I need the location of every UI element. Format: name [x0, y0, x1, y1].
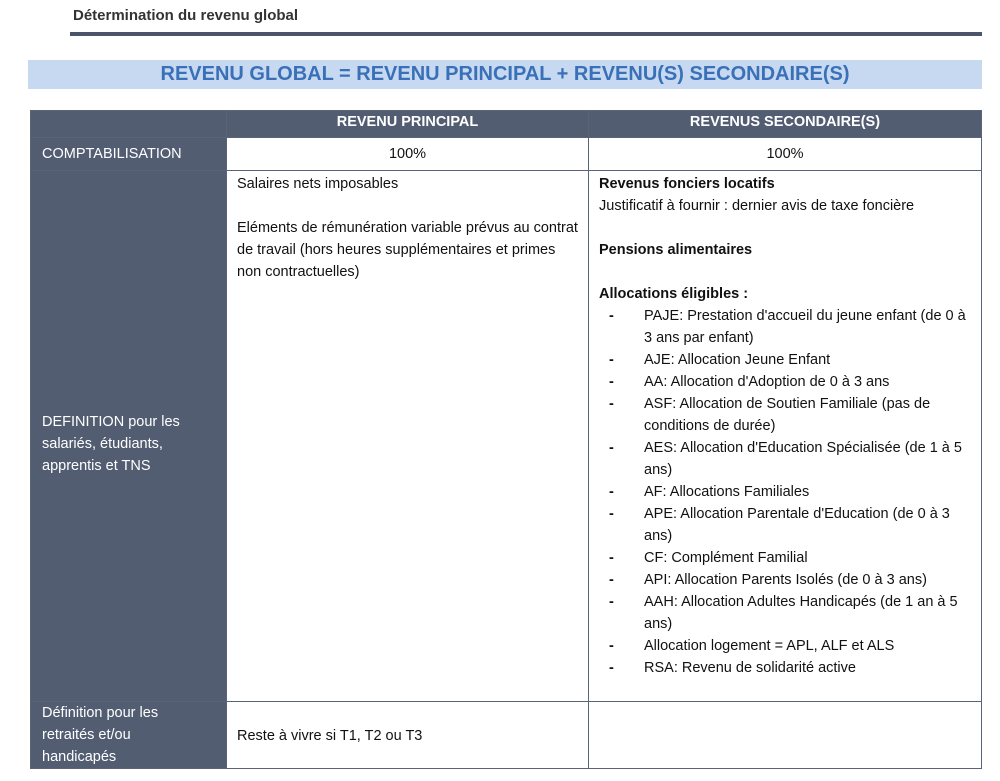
list-item: - AJE: Allocation Jeune Enfant	[599, 349, 971, 371]
section-title: Détermination du revenu global	[73, 7, 299, 24]
list-item: - RSA: Revenu de solidarité active	[599, 657, 971, 679]
cell-principal-definition	[227, 171, 589, 702]
cell-secondaires-definition	[589, 171, 982, 702]
row-label-comptabilisation: COMPTABILISATION	[31, 138, 227, 171]
principal-line-salaires: Salaires nets imposables	[237, 176, 399, 192]
list-item: - Allocation logement = APL, ALF et ALS	[599, 635, 971, 657]
fonciers-note: Justificatif à fournir : dernier avis de taxe foncière	[599, 198, 915, 214]
table-header-row	[31, 111, 982, 138]
list-item: - AAH: Allocation Adultes Handicapés (de 1 an à 5 ans)	[599, 591, 971, 635]
list-item: - AF: Allocations Familiales	[599, 481, 971, 503]
cell-secondaires-percent: 100%	[589, 138, 982, 171]
pensions-title: Pensions alimentaires	[599, 242, 753, 258]
row-label-definition-retraites	[31, 702, 227, 769]
list-item: - PAJE: Prestation d'accueil du jeune enfant (de 0 à 3 ans par enfant)	[599, 305, 971, 349]
header-empty-cell	[31, 111, 227, 138]
column-header-secondaires: REVENUS SECONDAIRE(S)	[589, 111, 982, 138]
list-item: - AA: Allocation d'Adoption de 0 à 3 ans	[599, 371, 971, 393]
fonciers-title: Revenus fonciers locatifs	[599, 176, 775, 192]
row-definition-retraites	[31, 702, 982, 769]
list-item: - APE: Allocation Parentale d'Education (de 0 à 3 ans)	[599, 503, 971, 547]
section-divider	[70, 32, 982, 36]
allocations-title: Allocations éligibles :	[599, 286, 749, 302]
allocations-list	[599, 305, 971, 679]
column-header-principal: REVENU PRINCIPAL	[227, 111, 589, 138]
cell-secondaires-retraites	[589, 702, 982, 769]
cell-principal-retraites: Reste à vivre si T1, T2 ou T3	[227, 702, 589, 769]
cell-principal-percent: 100%	[227, 138, 589, 171]
formula-banner: REVENU GLOBAL = REVENU PRINCIPAL + REVENU(S) SECONDAIRE(S)	[28, 60, 982, 89]
row-label-definition-salaries	[31, 171, 227, 702]
list-item: - CF: Complément Familial	[599, 547, 971, 569]
definition-retraites-label: Définition pour les retraités et/ou handicapés	[42, 705, 159, 765]
definition-salaries-label: DEFINITION pour les salariés, étudiants, apprentis et TNS	[42, 414, 180, 474]
principal-line-variable: Eléments de rémunération variable prévus au contrat de travail (hors heures supplémentaires et primes non contractuelles)	[237, 220, 578, 280]
list-item: - ASF: Allocation de Soutien Familiale (pas de conditions de durée)	[599, 393, 971, 437]
list-item: - API: Allocation Parents Isolés (de 0 à 3 ans)	[599, 569, 971, 591]
list-item: - AES: Allocation d'Education Spécialisée (de 1 à 5 ans)	[599, 437, 971, 481]
income-table	[30, 110, 982, 769]
row-definition-salaries	[31, 171, 982, 702]
row-comptabilisation	[31, 138, 982, 171]
